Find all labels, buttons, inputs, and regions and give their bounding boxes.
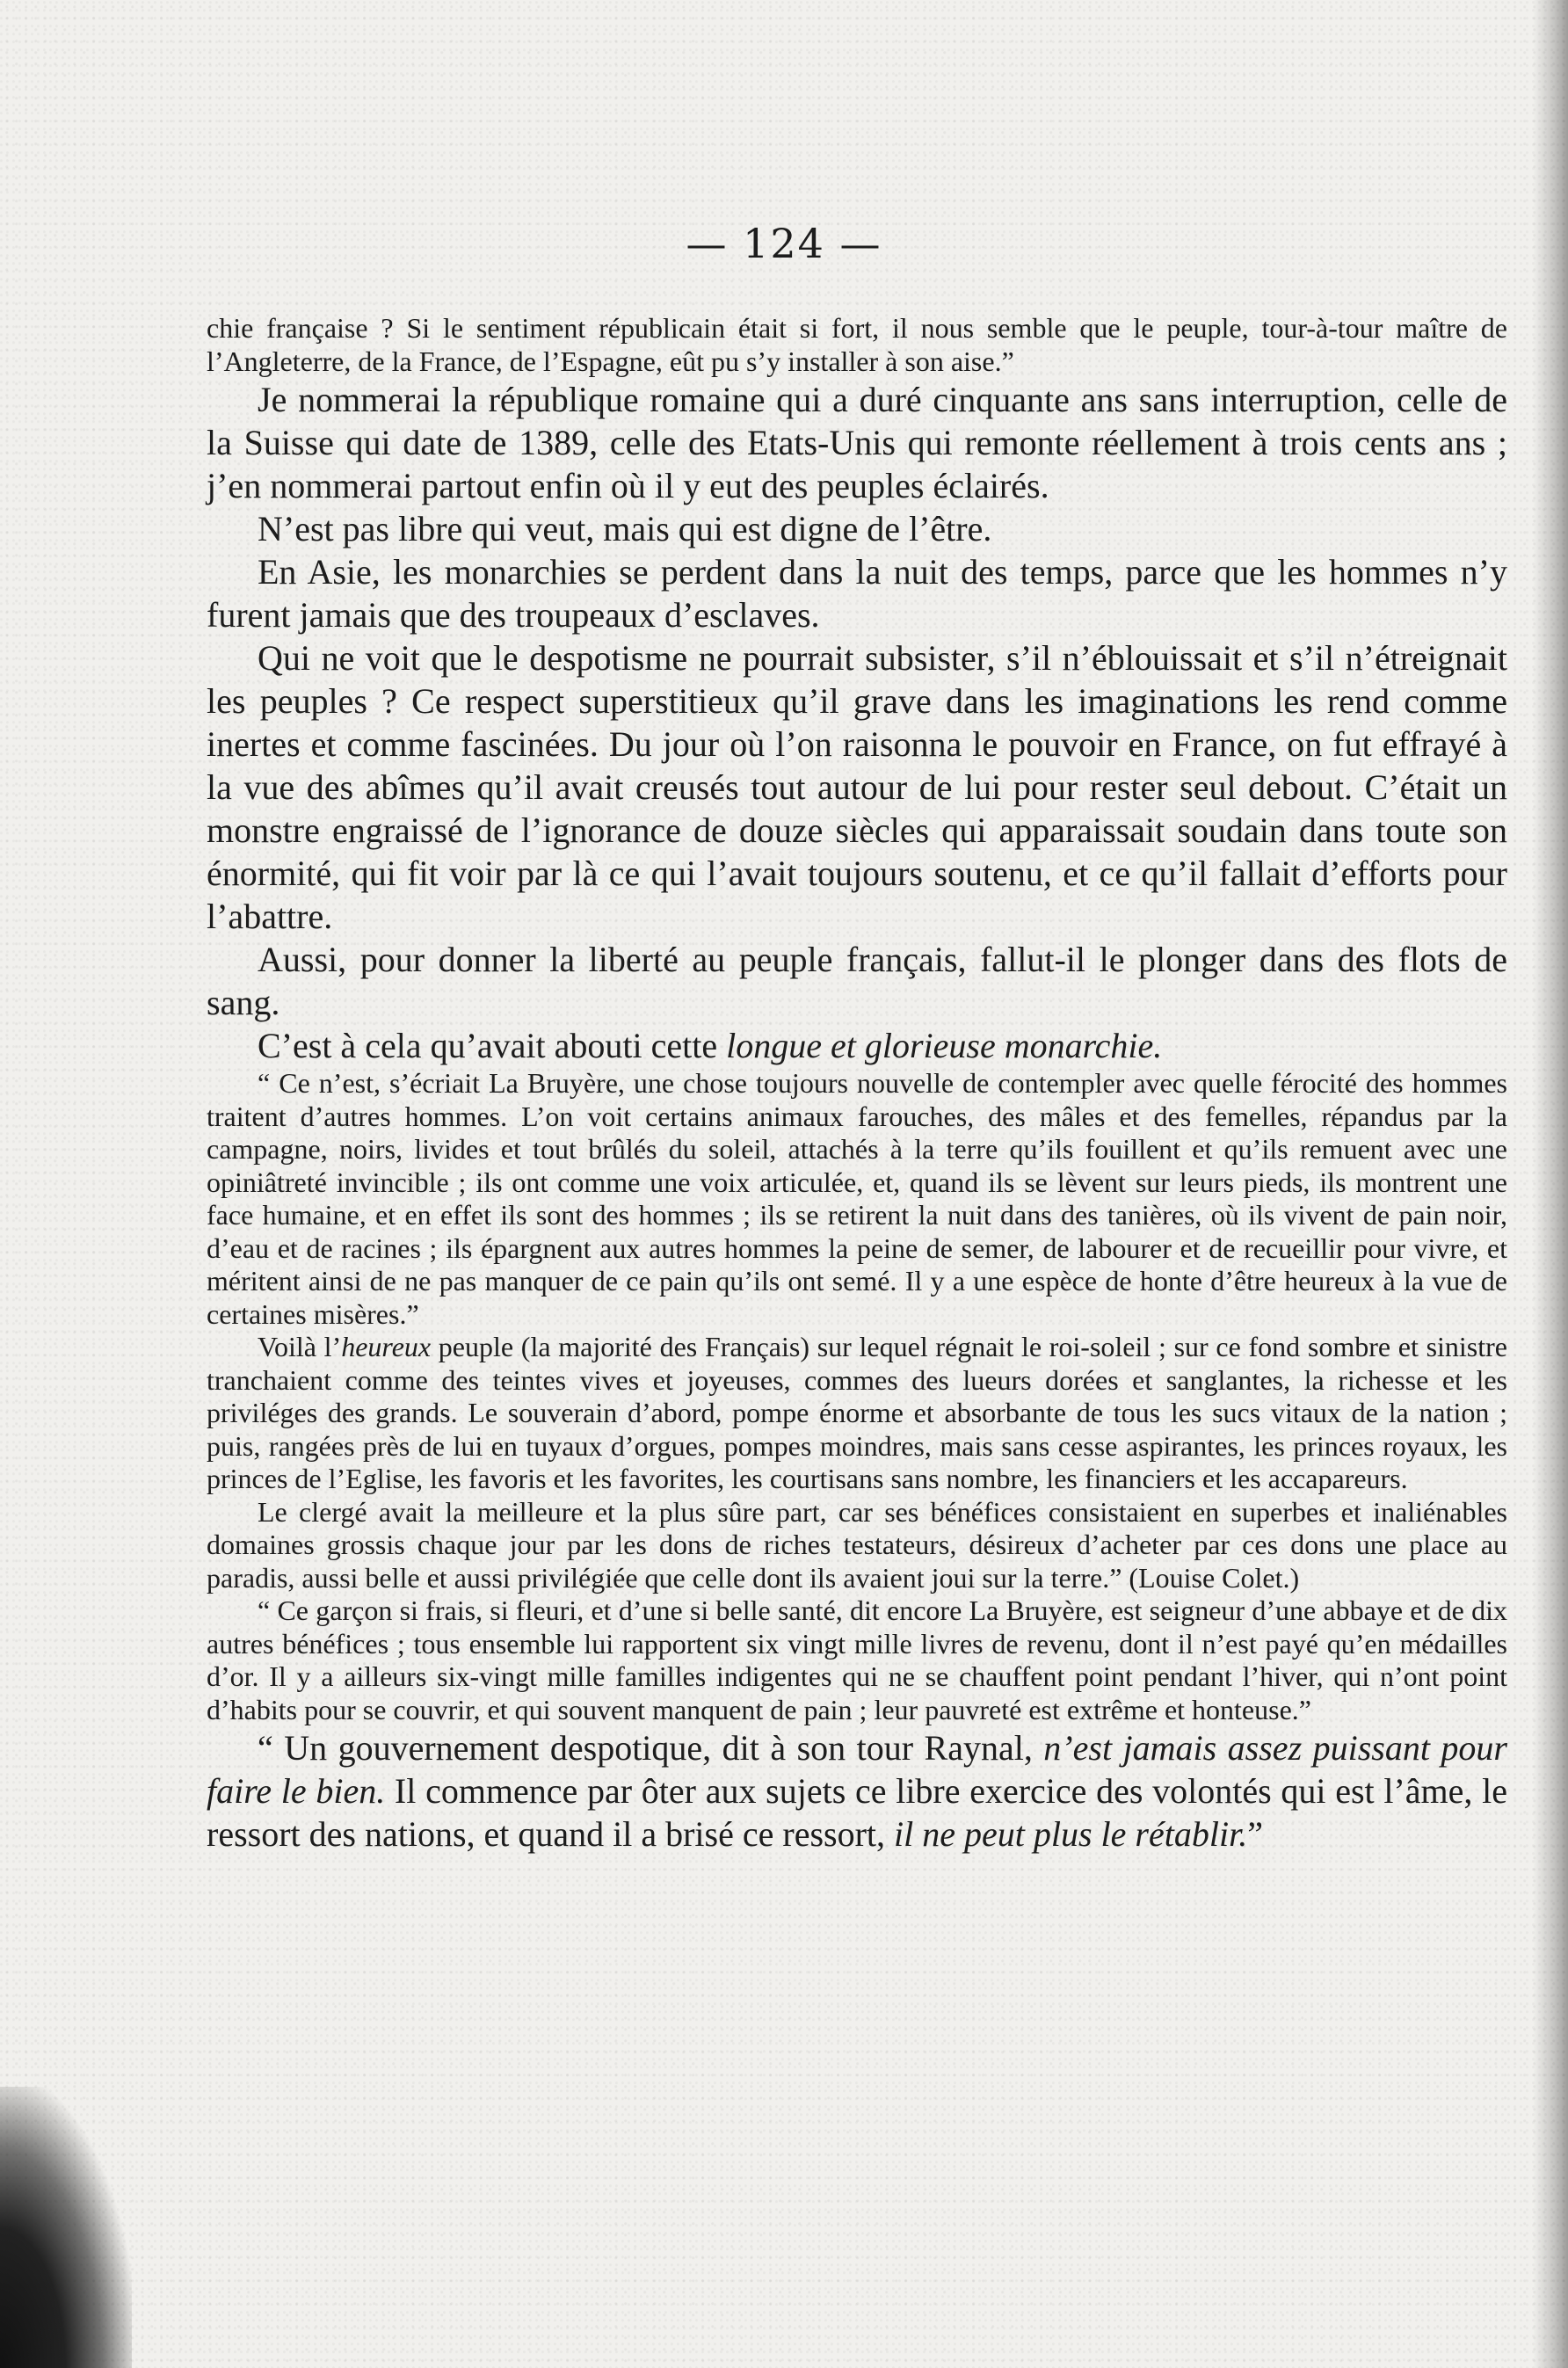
paragraph-text: C’est à cela qu’avait abouti cette — [258, 1026, 727, 1065]
italic-text: n’est jamais assez puissant pour faire le bien. — [207, 1728, 1508, 1811]
paragraph — [207, 1024, 1507, 1067]
paragraph: En Asie, les monarchies se perdent dans la nuit des temps, parce que les hommes n’y furent jamais que des troupeaux d’esclaves. — [207, 552, 1507, 635]
paragraph: Je nommerai la république romaine qui a duré cinquante ans sans interruption, celle de la Suisse qui date de 1389, celle des Etats-Unis qui remonte réellement à trois cents ans ; j’en nommerai partout enfin où il y eut des peuples éclairés. — [207, 380, 1507, 505]
page-number: — 124 — — [686, 220, 882, 267]
corner-stain — [0, 2087, 132, 2368]
italic-text: il ne peut plus le rétablir. — [894, 1814, 1248, 1854]
paragraph-text: ” — [1247, 1814, 1263, 1854]
paragraph-text: peuple (la majorité des Français) sur lequel régnait le roi-soleil ; sur ce fond sombre et sinistre tranchaient comme des teintes vives et joyeuses, commes des lueurs dorées et sanglantes, la richesse et les priviléges des grands. Le souverain d’abord, pompe énorme et absorbante de tous les sucs vitaux de la nation ; puis, rangées près de lui en tuyaux d’orgues, pompes moindres, mais sans cesse aspirantes, les princes royaux, les princes de l’Eglise, les favoris et les favorites, les courtisans sans nombre, les financiers et les accapareurs. — [207, 1331, 1507, 1494]
paragraph: Qui ne voit que le despotisme ne pourrait subsister, s’il n’éblouissait et s’il n’étreignait les peuples ? Ce respect superstitieux qu’il grave dans les imaginations les rend comme inertes et comme fascinées. Du jour où l’on raisonna le pouvoir en France, on fut effrayé à la vue des abîmes qu’il avait creusés tout autour de lui pour rester seul debout. C’était un monstre engraissé de l’ignorance de douze siècles qui apparaissait soudain dans toute son énormité, qui fit voir par là ce qui l’avait toujours soutenu, et ce qu’il fallait d’efforts pour l’abattre. — [207, 638, 1507, 936]
italic-text: longue et glorieuse monarchie. — [726, 1026, 1163, 1065]
paragraph-text: “ Un gouvernement despotique, dit à son tour Raynal, — [258, 1728, 1044, 1768]
quote-paragraph — [207, 1726, 1507, 1856]
paragraph: Aussi, pour donner la liberté au peuple français, fallut-il le plonger dans des flots de sang. — [207, 940, 1507, 1022]
italic-text: heureux — [341, 1331, 432, 1362]
paragraph — [207, 1331, 1507, 1496]
paragraph: N’est pas libre qui veut, mais qui est digne de l’être. — [258, 509, 992, 548]
paragraph-text: Il commence par ôter aux sujets ce libre exercice des volontés qui est l’âme, le ressort des nations, et quand il a brisé ce ressort, — [207, 1771, 1508, 1854]
quote-paragraph: “ Ce garçon si frais, si fleuri, et d’une si belle santé, dit encore La Bruyère, est seigneur d’une abbaye et de dix autres bénéfices ; tous ensemble lui rapportent six vingt mille livres de revenu, dont il n’est payé qu’en médailles d’or. Il y a ailleurs six-vingt mille familles indigentes qui ne se chauffent point pendant l’hiver, qui n’ont point d’habits pour se couvrir, et qui souvent manquent de pain ; leur pauvreté est extrême et honteuse.” — [207, 1594, 1507, 1725]
quote-paragraph: “ Ce n’est, s’écriait La Bruyère, une chose toujours nouvelle de contempler avec quelle férocité des hommes traitent d’autres hommes. L’on voit certains animaux farouches, des mâles et des femelles, répandus par la campagne, noirs, livides et tout brûlés du soleil, attachés à la terre qu’ils fouillent et qu’ils remuent avec une opiniâtreté invincible ; ils ont comme une voix articulée, et, quand ils se lèvent sur leurs pieds, ils montrent une face humaine, et en effet ils sont des hommes ; ils se retirent la nuit dans des tanières, où ils vivent de pain noir, d’eau et de racines ; ils épargnent aux autres hommes la peine de semer, de labourer et de recueillir pour vivre, et méritent ainsi de ne pas manquer de ce pain qu’ils ont semé. Il y a une espèce de honte d’être heureux à la vue de certaines misères.” — [207, 1067, 1507, 1330]
paragraph: Le clergé avait la meilleure et la plus sûre part, car ses bénéfices consistaient en superbes et inaliénables domaines grossis chaque jour par les dons de riches testateurs, désireux d’acheter par ces dons une place au paradis, aussi belle et aussi privilégiée que celle dont ils avaient joui sur la terre.” (Louise Colet.) — [207, 1495, 1507, 1594]
paragraph-text: Voilà l’ — [258, 1331, 342, 1362]
body-text — [207, 312, 1507, 1856]
paragraph: chie française ? Si le sentiment républicain était si fort, il nous semble que le peuple, tour-à-tour maître de l’Angleterre, de la France, de l’Espagne, eût pu s’y installer à son aise.” — [207, 312, 1507, 377]
page-edge-shadow — [1533, 0, 1568, 2368]
